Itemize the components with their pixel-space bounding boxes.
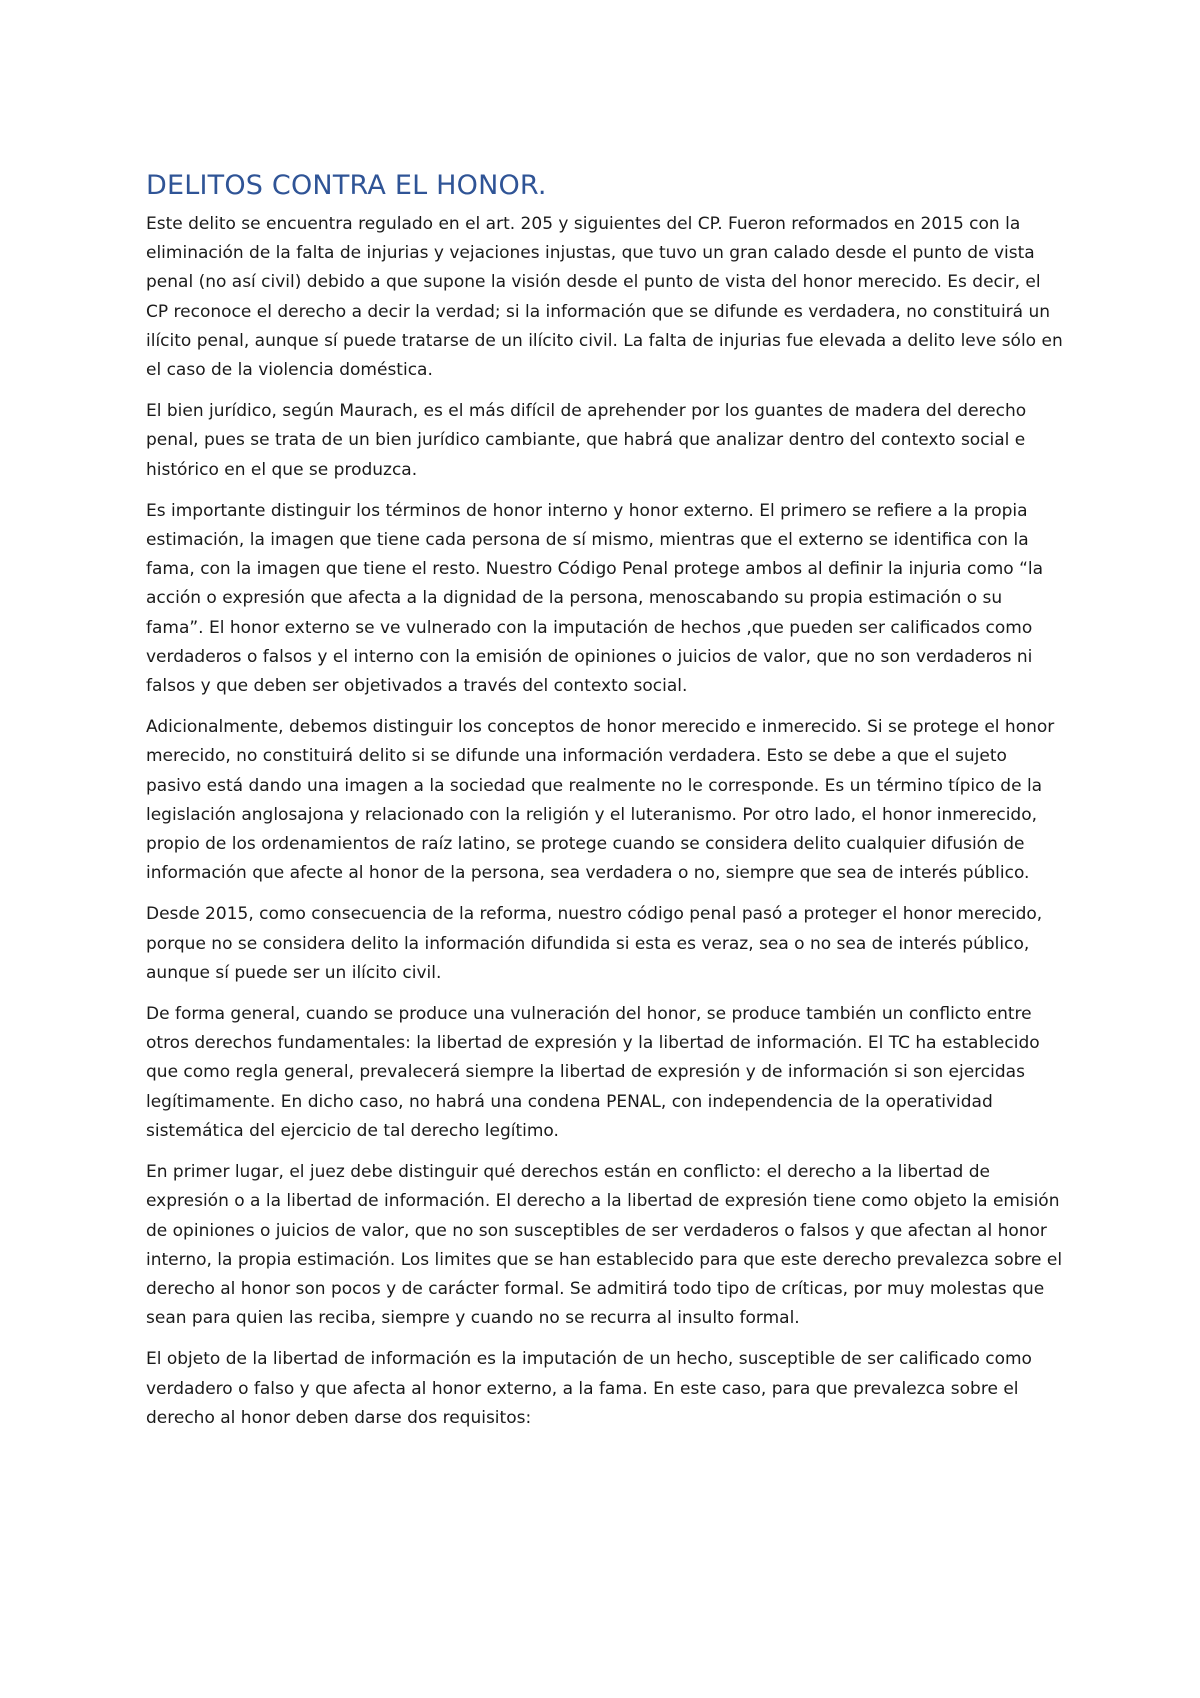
document-title: DELITOS CONTRA EL HONOR. [146, 170, 547, 201]
paragraph: De forma general, cuando se produce una vulneración del honor, se produce también un conflicto entre otros derechos fundamentales: la libertad de expresión y la libertad de información. El TC ha establecido que como regla general, prevalecerá siempre la libertad de expresión y de información si son ejercidas legítimamente. En dicho caso, no habrá una condena PENAL, con independencia de la operatividad sistemática del ejercicio de tal derecho legítimo. [146, 1004, 1040, 1141]
document-page [146, 168, 1064, 1445]
paragraph: El bien jurídico, según Maurach, es el más difícil de aprehender por los guantes de madera del derecho penal, pues se trata de un bien jurídico cambiante, que habrá que analizar dentro del contexto social e histórico en el que se produzca. [146, 401, 1027, 480]
paragraph: Este delito se encuentra regulado en el art. 205 y siguientes del CP. Fueron reformados en 2015 con la eliminación de la falta de injurias y vejaciones injustas, que tuvo un gran calado desde el punto de vista penal (no así civil) debido a que supone la visión desde el punto de vista del honor merecido. Es decir, el CP reconoce el derecho a decir la verdad; si la información que se difunde es verdadera, no constituirá un ilícito penal, aunque sí puede tratarse de un ilícito civil. La falta de injurias fue elevada a delito leve sólo en el caso de la violencia doméstica. [146, 214, 1063, 381]
paragraph: Es importante distinguir los términos de honor interno y honor externo. El primero se refiere a la propia estimación, la imagen que tiene cada persona de sí mismo, mientras que el externo se identifica con la fama, con la imagen que tiene el resto. Nuestro Código Penal protege ambos al definir la injuria como “la acción o expresión que afecta a la dignidad de la persona, menoscabando su propia estimación o su fama”. El honor externo se ve vulnerado con la imputación de hechos ,que pueden ser calificados como verdaderos o falsos y el interno con la emisión de opiniones o juicios de valor, que no son verdaderos ni falsos y que deben ser objetivados a través del contexto social. [146, 500, 1044, 697]
paragraph: En primer lugar, el juez debe distinguir qué derechos están en conflicto: el derecho a la libertad de expresión o a la libertad de información. El derecho a la libertad de expresión tiene como objeto la emisión de opiniones o juicios de valor, que no son susceptibles de ser verdaderos o falsos y que afectan al honor interno, la propia estimación. Los limites que se han establecido para que este derecho prevalezca sobre el derecho al honor son pocos y de carácter formal. Se admitirá todo tipo de críticas, por muy molestas que sean para quien las reciba, siempre y cuando no se recurra al insulto formal. [146, 1162, 1063, 1329]
paragraph: Desde 2015, como consecuencia de la reforma, nuestro código penal pasó a proteger el honor merecido, porque no se considera delito la información difundida si esta es veraz, sea o no sea de interés público, aunque sí puede ser un ilícito civil. [146, 904, 1043, 983]
paragraph: El objeto de la libertad de información es la imputación de un hecho, susceptible de ser calificado como verdadero o falso y que afecta al honor externo, a la fama. En este caso, para que prevalezca sobre el derecho al honor deben darse dos requisitos: [146, 1349, 1032, 1428]
paragraph: Adicionalmente, debemos distinguir los conceptos de honor merecido e inmerecido. Si se protege el honor merecido, no constituirá delito si se difunde una información verdadera. Esto se debe a que el sujeto pasivo está dando una imagen a la sociedad que realmente no le corresponde. Es un término típico de la legislación anglosajona y relacionado con la religión y el luteranismo. Por otro lado, el honor inmerecido, propio de los ordenamientos de raíz latino, se protege cuando se considera delito cualquier difusión de información que afecte al honor de la persona, sea verdadera o no, siempre que sea de interés público. [146, 717, 1055, 884]
